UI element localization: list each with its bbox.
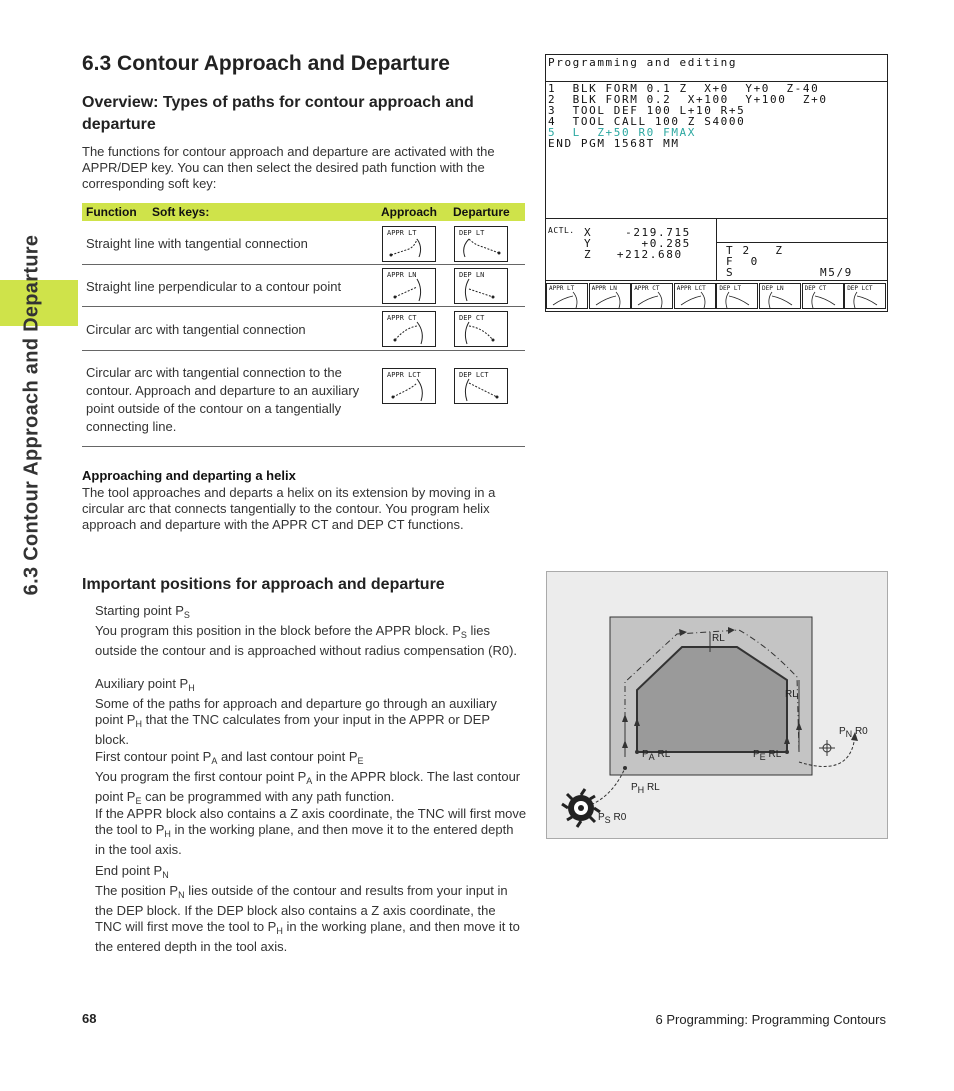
row-label: Circular arc with tangential connection — [86, 322, 306, 337]
pn-label: PN R0 — [839, 726, 868, 739]
row-label: Straight line perpendicular to a contour point — [86, 279, 342, 294]
end-point-text: The position $P_N$ lies outside of the contour and results from your input in the DEP block. If the DEP block also contains a Z axis coordinate, the TNC will first move the tool to $P_H$ in the working plane, and then move it to the entered depth in the tool axis. — [95, 883, 520, 954]
softkey-label: DEP LCT — [459, 371, 489, 379]
path-icon — [675, 284, 717, 310]
starting-point-label: Starting point $P_S$ — [95, 603, 190, 620]
page-title: 6.3 Contour Approach and Departure — [82, 52, 450, 75]
screen-softkey-dep-lt[interactable] — [716, 283, 758, 309]
row-label: Straight line with tangential connection — [86, 236, 308, 251]
auxiliary-point-block — [95, 676, 525, 748]
path-ct-icon — [383, 312, 435, 346]
dep-ct-softkey[interactable] — [454, 311, 508, 347]
pos-z: Z +212.680 — [584, 248, 683, 261]
actl-label: ACTL. — [548, 226, 575, 235]
dep-lct-softkey[interactable] — [454, 368, 508, 404]
softkey-label: APPR CT — [634, 285, 660, 292]
program-line: 1 BLK FORM 0.1 Z X+0 Y+0 Z-40 — [548, 82, 820, 95]
program-line-active: 5 L Z+50 R0 FMAX — [548, 126, 697, 139]
softkey-label: APPR LN — [591, 285, 617, 292]
milling-tool-icon — [562, 789, 600, 827]
approach-figure — [546, 571, 888, 839]
rl-right-label: RL — [785, 689, 798, 700]
tool-t: T 2 Z — [726, 244, 784, 257]
pos-y: Y +0.285 — [584, 237, 691, 250]
header-departure: Departure — [453, 205, 510, 219]
program-line: END PGM 1568T MM — [548, 137, 680, 150]
path-icon — [760, 284, 802, 310]
target-icon — [819, 740, 835, 756]
footer-chapter: 6 Programming: Programming Contours — [655, 1012, 886, 1027]
softkey-label: APPR CT — [387, 314, 417, 322]
path-ct-icon — [455, 312, 507, 346]
program-line: 3 TOOL DEF 100 L+10 R+5 — [548, 104, 746, 117]
contour-point-block — [95, 749, 525, 809]
dep-lt-softkey[interactable] — [454, 226, 508, 262]
path-icon — [845, 284, 887, 310]
helix-title: Approaching and departing a helix — [82, 468, 296, 483]
side-tab-text: 6.3 Contour Approach and Departure — [20, 234, 43, 596]
page-number: 68 — [82, 1011, 97, 1026]
screen-softkey-dep-ct[interactable] — [802, 283, 844, 309]
program-line: 2 BLK FORM 0.2 X+100 Y+100 Z+0 — [548, 93, 828, 106]
appr-ct-softkey[interactable] — [382, 311, 436, 347]
softkey-label: APPR LT — [549, 285, 575, 292]
tnc-screen — [545, 54, 888, 312]
ph-label: PH RL — [631, 782, 660, 795]
table-row — [82, 306, 525, 351]
softkey-label: DEP LT — [459, 229, 485, 237]
path-ln-icon — [455, 269, 507, 303]
softkey-label: DEP CT — [804, 285, 827, 292]
appr-lt-softkey[interactable] — [382, 226, 436, 262]
pa-label: PA RL — [642, 749, 671, 762]
tool-f: F 0 — [726, 255, 759, 268]
screen-softkey-appr-lt[interactable] — [546, 283, 588, 309]
softkey-label: DEP LT — [719, 285, 742, 292]
table-row — [82, 221, 525, 265]
path-lct-icon — [455, 369, 507, 403]
program-line: 4 TOOL CALL 100 Z S4000 — [548, 115, 746, 128]
screen-softkey-appr-ct[interactable] — [631, 283, 673, 309]
header-softkeys: Soft keys: — [152, 205, 210, 219]
screen-softkey-appr-lct[interactable] — [674, 283, 716, 309]
header-function: Function — [86, 205, 137, 219]
starting-point-text: You program this position in the block before the APPR block. $P_S$ lies outside the contour and is approached without radius compensation (R0). — [95, 623, 518, 658]
end-point-label: End point $P_N$ — [95, 863, 169, 880]
softkey-label: APPR LN — [387, 271, 417, 279]
path-icon — [717, 284, 759, 310]
row-label: Circular arc with tangential connection to the contour. Approach and departure to an auxiliary point outside of the contour on a tangentially connecting line. — [86, 365, 360, 434]
side-tab — [10, 55, 54, 775]
path-icon — [590, 284, 632, 310]
starting-point-block — [95, 603, 525, 659]
contour-point-label: First contour point $P_A$ and last contour point $P_E$ — [95, 749, 364, 766]
screen-title: Programming and editing — [548, 56, 738, 69]
screen-softkey-appr-ln[interactable] — [589, 283, 631, 309]
table-row — [82, 264, 525, 307]
end-point-block — [95, 863, 523, 955]
rl-top-label: RL — [712, 633, 725, 644]
softkey-label: APPR LCT — [387, 371, 421, 379]
overview-title: Overview: Types of paths for contour approach and departure — [82, 94, 474, 133]
pos-x: X -219.715 — [584, 226, 691, 239]
softkey-label: APPR LT — [387, 229, 417, 237]
zaxis-block: If the APPR block also contains a Z axis coordinate, the TNC will first move the tool to $P_H$ in the working plane, and then move it to the entered depth in the tool axis. — [95, 806, 527, 857]
path-icon — [632, 284, 674, 310]
appr-lct-softkey[interactable] — [382, 368, 436, 404]
pe-label: PE RL — [753, 749, 782, 762]
contour-point-text: You program the first contour point $P_A$ in the APPR block. The last contour point $P_E$ can be programmed with any path function. — [95, 769, 521, 806]
path-lt-icon — [455, 227, 507, 261]
path-lt-icon — [383, 227, 435, 261]
dep-ln-softkey[interactable] — [454, 268, 508, 304]
tool-s: S — [726, 266, 735, 279]
contour-diagram — [547, 572, 887, 838]
softkey-label: DEP LCT — [847, 285, 873, 292]
softkey-label: DEP LN — [459, 271, 485, 279]
table-row — [82, 350, 525, 447]
table-header — [82, 203, 525, 221]
overview-intro: The functions for contour approach and departure are activated with the APPR/DEP key. You can then select the desired path function with the corresponding soft key: — [82, 144, 495, 191]
path-ln-icon — [383, 269, 435, 303]
path-lct-icon — [383, 369, 435, 403]
helix-text: The tool approaches and departs a helix on its extension by moving in a circular arc that connects tangentially to the contour. You program helix approach and departure with the APPR CT and DEP CT functions. — [82, 485, 496, 532]
m-function: M5/9 — [820, 266, 853, 279]
screen-softkey-dep-ln[interactable] — [759, 283, 801, 309]
auxiliary-point-text: Some of the paths for approach and departure go through an auxiliary point $P_H$ that the TNC calculates from your input in the APPR or DEP block. — [95, 696, 497, 747]
positions-title: Important positions for approach and departure — [82, 576, 445, 593]
path-icon — [547, 284, 589, 310]
softkey-label: APPR LCT — [676, 285, 706, 292]
path-icon — [803, 284, 845, 310]
softkey-label: DEP LN — [762, 285, 784, 292]
softkey-label: DEP CT — [459, 314, 485, 322]
ps-label: PS R0 — [598, 812, 627, 825]
appr-ln-softkey[interactable] — [382, 268, 436, 304]
auxiliary-point-label: Auxiliary point $P_H$ — [95, 676, 195, 693]
screen-softkey-dep-lct[interactable] — [844, 283, 886, 309]
header-approach: Approach — [381, 205, 438, 219]
